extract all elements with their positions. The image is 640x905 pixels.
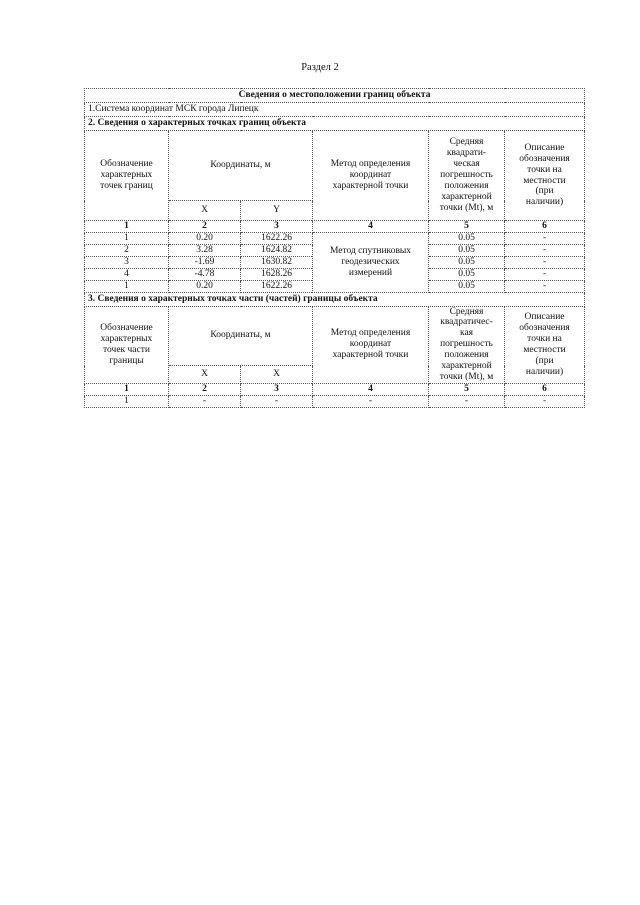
header-method: Метод определения координат характерной точки: [313, 131, 429, 221]
header-x: X: [169, 201, 241, 221]
header-point: Обозначение характерных точек границ: [85, 131, 169, 221]
column-number: 3: [241, 221, 313, 233]
table-row: [85, 232, 585, 244]
column-number: 4: [313, 221, 429, 233]
x-cell: 0.20: [169, 232, 241, 244]
y-cell: 1630.82: [241, 256, 313, 268]
header-description: Описание обозначения точки на местности (при наличии): [505, 306, 585, 383]
y-cell: 1622.26: [241, 232, 313, 244]
boundary-table: [84, 88, 585, 408]
header-y: Y: [241, 201, 313, 221]
error-cell: 0.05: [429, 280, 505, 292]
error-cell: 0.05: [429, 232, 505, 244]
y-cell: 1622.26: [241, 280, 313, 292]
section-label: Раздел 2: [301, 62, 339, 73]
x-cell: 3.28: [169, 244, 241, 256]
error-cell: -: [429, 395, 505, 407]
error-cell: 0.05: [429, 256, 505, 268]
y-cell: -: [241, 395, 313, 407]
x-cell: 0.20: [169, 280, 241, 292]
description-cell: -: [505, 244, 585, 256]
method-cell: Метод спутниковых геодезических измерений: [313, 232, 429, 292]
column-number: 4: [313, 383, 429, 395]
table-row: [85, 395, 585, 407]
header-x: X: [169, 366, 241, 384]
header-error: Средняя квадрати- ческая погрешность положения характерной точки (Mt), м: [429, 131, 505, 221]
header-description: Описание обозначения точки на местности (при наличии): [505, 131, 585, 221]
description-cell: -: [505, 268, 585, 280]
point-cell: 4: [85, 268, 169, 280]
header-y: X: [241, 366, 313, 384]
point-cell: 1: [85, 395, 169, 407]
column-number: 2: [169, 383, 241, 395]
column-number: 5: [429, 221, 505, 233]
point-cell: 2: [85, 244, 169, 256]
header-point: Обозначение характерных точек части границы: [85, 306, 169, 383]
description-cell: -: [505, 395, 585, 407]
point-cell: 3: [85, 256, 169, 268]
error-cell: 0.05: [429, 244, 505, 256]
x-cell: -: [169, 395, 241, 407]
header-coords: Координаты, м: [169, 306, 313, 365]
column-number: 6: [505, 221, 585, 233]
column-number: 1: [85, 383, 169, 395]
coordinate-system: 1.Система координат МСК города Липецк: [85, 103, 585, 117]
x-cell: -1.69: [169, 256, 241, 268]
section2-title: 2. Сведения о характерных точках границ объекта: [85, 117, 585, 131]
header-coords: Координаты, м: [169, 131, 313, 201]
method-cell: -: [313, 395, 429, 407]
description-cell: -: [505, 256, 585, 268]
section3-title: 3. Сведения о характерных точках части (частей) границы объекта: [85, 292, 585, 306]
column-number: 2: [169, 221, 241, 233]
column-number: 3: [241, 383, 313, 395]
error-cell: 0.05: [429, 268, 505, 280]
header-method: Метод определения координат характерной точки: [313, 306, 429, 383]
description-cell: -: [505, 280, 585, 292]
table-title: Сведения о местоположении границ объекта: [85, 89, 585, 103]
column-number: 1: [85, 221, 169, 233]
x-cell: -4.78: [169, 268, 241, 280]
header-error: Средняя квадратичес- кая погрешность положения характерной точки (Mt), м: [429, 306, 505, 383]
column-number: 5: [429, 383, 505, 395]
y-cell: 1628.26: [241, 268, 313, 280]
point-cell: 1: [85, 280, 169, 292]
point-cell: 1: [85, 232, 169, 244]
column-number: 6: [505, 383, 585, 395]
y-cell: 1624.82: [241, 244, 313, 256]
description-cell: -: [505, 232, 585, 244]
